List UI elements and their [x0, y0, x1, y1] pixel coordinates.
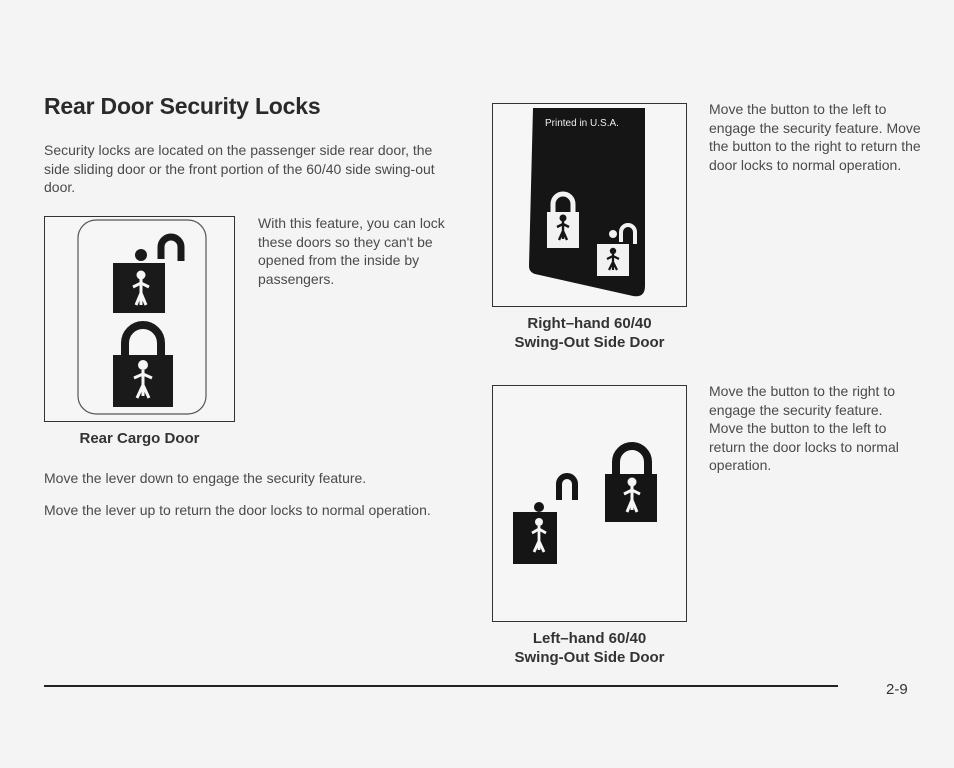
locked-padlock-icon	[113, 325, 173, 407]
left-hand-caption-line1: Left–hand 60/40	[532, 630, 647, 647]
feature-paragraph: With this feature, you can lock these doors so they can't be opened from the inside by passengers.	[258, 215, 445, 287]
lever-down-text: Move the lever down to engage the security feature.	[44, 470, 367, 486]
right-hand-description: Move the button to the left to engage the security feature. Move the button to the right to return the door locks to normal operation.	[709, 101, 921, 173]
rear-cargo-lock-icons	[45, 217, 233, 420]
right-hand-caption	[492, 314, 687, 352]
left-hand-caption-line2: Swing-Out Side Door	[514, 649, 665, 666]
left-hand-description: Move the button to the right to engage the security feature. Move the button to the left to return the door locks to normal operation.	[709, 383, 899, 473]
lever-up-text: Move the lever up to return the door locks to normal operation.	[44, 502, 431, 518]
unlocked-padlock-icon	[113, 237, 181, 313]
left-hand-lock-drawing	[493, 386, 685, 620]
right-hand-caption-line1: Right–hand 60/40	[527, 315, 652, 332]
rear-cargo-figure	[44, 216, 235, 422]
rear-cargo-caption: Rear Cargo Door	[79, 430, 200, 447]
left-unlocked-padlock-icon	[513, 476, 575, 564]
right-hand-label-drawing	[493, 104, 685, 305]
printed-in-usa-label: Printed in U.S.A.	[545, 118, 619, 129]
left-locked-padlock-icon	[605, 446, 657, 522]
right-hand-figure	[492, 103, 687, 307]
footer-rule	[44, 685, 838, 687]
page-number: 2-9	[886, 681, 908, 698]
left-hand-caption	[492, 629, 687, 667]
right-hand-caption-line2: Swing-Out Side Door	[514, 334, 665, 351]
page-title: Rear Door Security Locks	[44, 93, 321, 119]
intro-paragraph: Security locks are located on the passenger side rear door, the side sliding door or the front portion of the 60/40 side swing-out door.	[44, 142, 435, 195]
left-hand-figure	[492, 385, 687, 622]
